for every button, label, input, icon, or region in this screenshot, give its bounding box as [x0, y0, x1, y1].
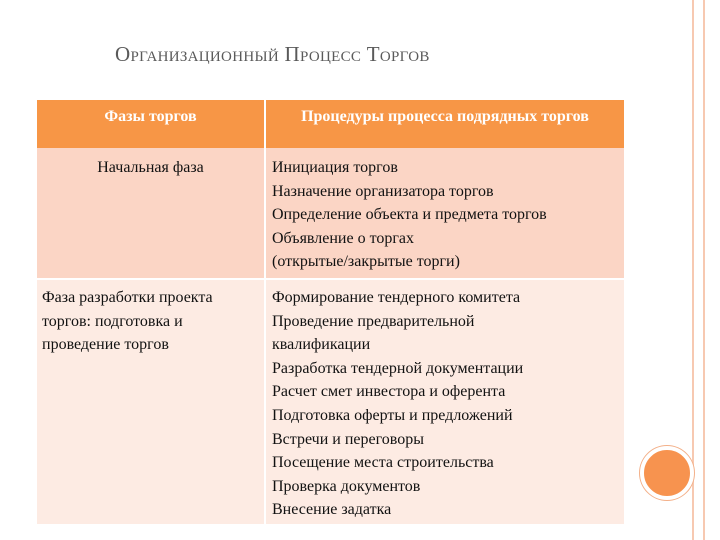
phase-cell: Начальная фаза [37, 148, 265, 279]
procedure-item: Назначение организатора торгов [272, 182, 494, 200]
procedure-item: Внесение задатка [272, 501, 392, 519]
phase-cell: Фаза разработки проекта торгов: подготовка и проведение торгов [37, 279, 265, 524]
tender-process-table [37, 100, 624, 524]
procedure-item: (открытые/закрытые торги) [272, 253, 460, 271]
decorative-line-outer [692, 0, 694, 540]
table-header-row [37, 100, 624, 148]
header-procedures: Процедуры процесса подрядных торгов [265, 100, 624, 148]
procedure-item: Расчет смет инвестора и оферента [272, 383, 506, 401]
header-phases: Фазы торгов [37, 100, 265, 148]
decorative-circle [640, 446, 694, 500]
procedure-item: Посещение места строительства [272, 454, 494, 472]
table-row [37, 279, 624, 524]
procedure-item: Встречи и переговоры [272, 430, 424, 448]
procedures-cell [265, 148, 624, 279]
table-row [37, 148, 624, 279]
slide-title [115, 42, 585, 67]
title-word-2: РОЦЕСС [300, 49, 362, 65]
title-initial-1: О [115, 42, 131, 66]
decorative-line-inner [703, 0, 705, 540]
title-word-3: ОРГОВ [379, 49, 430, 65]
procedure-item: Инициация торгов [272, 159, 398, 176]
procedure-item: Проверка документов [272, 477, 421, 495]
procedure-item: Разработка тендерной документации [272, 359, 524, 377]
procedure-item: Подготовка оферты и предложений [272, 406, 513, 424]
procedures-cell [265, 279, 624, 524]
procedure-item: квалификации [272, 336, 371, 354]
procedure-item: Формирование тендерного комитета [272, 288, 521, 306]
procedure-item: Объявление о торгах [272, 229, 415, 247]
title-initial-3: Т [366, 42, 380, 66]
procedure-item: Определение объекта и предмета торгов [272, 206, 547, 224]
title-initial-2: П [284, 42, 301, 66]
procedure-item: Проведение предварительной [272, 312, 475, 330]
title-word-1: РГАНИЗАЦИОННЫЙ [130, 49, 279, 65]
